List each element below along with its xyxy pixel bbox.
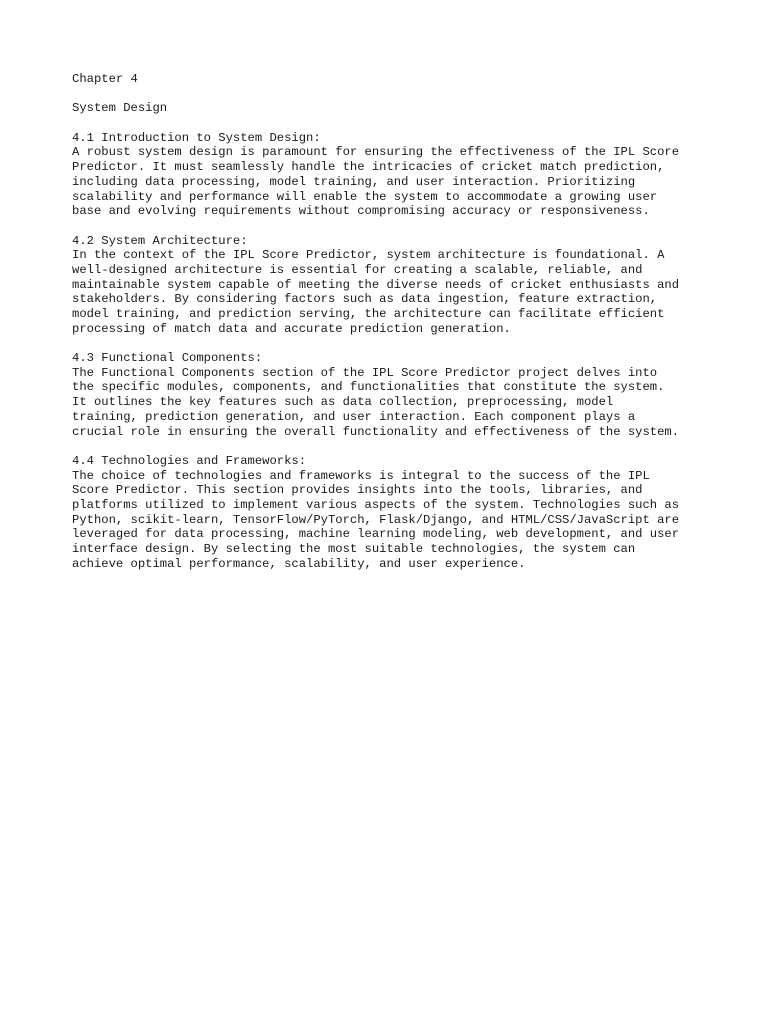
paragraph-line: It outlines the key features such as data collection, preprocessing, model <box>72 395 614 410</box>
paragraph-line: the specific modules, components, and functionalities that constitute the system. <box>72 380 665 395</box>
paragraph-line: interface design. By selecting the most suitable technologies, the system can <box>72 542 636 556</box>
paragraph-line: The Functional Components section of the IPL Score Predictor project delves into <box>72 365 658 380</box>
section-architecture <box>72 234 712 337</box>
paragraph-line: scalability and performance will enable the system to accommodate a growing user <box>72 189 658 204</box>
paragraph-line: A robust system design is paramount for ensuring the effectiveness of the IPL Score <box>72 145 680 160</box>
paragraph-line: Predictor. It must seamlessly handle the intricacies of cricket match prediction, <box>72 160 665 175</box>
paragraph-line: well-designed architecture is essential for creating a scalable, reliable, and <box>72 262 643 277</box>
paragraph-line: maintainable system capable of meeting the diverse needs of cricket enthusiasts and <box>72 277 680 292</box>
paragraph-line: achieve optimal performance, scalability, and user experience. <box>72 556 526 571</box>
spacer <box>72 116 712 131</box>
spacer <box>72 219 712 234</box>
paragraph-line: stakeholders. By considering factors such as data ingestion, feature extraction, <box>72 292 658 307</box>
paragraph-line: training, prediction generation, and user interaction. Each component plays a <box>72 409 636 424</box>
section-functional-components <box>72 351 712 439</box>
paragraph-line: Score Predictor. This section provides insights into the tools, libraries, and <box>72 483 643 498</box>
paragraph-line: leveraged for data processing, machine learning modeling, web development, and user <box>72 527 680 542</box>
paragraph-line: including data processing, model training, and user interaction. Prioritizing <box>72 174 636 189</box>
document-page <box>72 72 712 571</box>
section-heading: 4.4 Technologies and Frameworks: <box>72 453 307 468</box>
spacer <box>72 439 712 454</box>
chapter-title: System Design <box>72 101 168 116</box>
paragraph-line: The choice of technologies and frameworks is integral to the success of the IPL <box>72 468 650 483</box>
paragraph-line: Python, scikit-learn, TensorFlow/PyTorch, Flask/Django, and HTML/CSS/JavaScript are <box>72 512 680 527</box>
section-heading: 4.1 Introduction to System Design: <box>72 130 321 145</box>
spacer <box>72 87 712 102</box>
section-technologies <box>72 454 712 572</box>
section-heading: 4.2 System Architecture: <box>72 233 248 248</box>
chapter-label: Chapter 4 <box>72 72 138 86</box>
paragraph-line: base and evolving requirements without compromising accuracy or responsiveness. <box>72 204 650 219</box>
paragraph-line: In the context of the IPL Score Predictor, system architecture is foundational. A <box>72 248 665 263</box>
section-heading: 4.3 Functional Components: <box>72 351 263 366</box>
paragraph-line: platforms utilized to implement various aspects of the system. Technologies such as <box>72 497 680 512</box>
section-introduction <box>72 131 712 219</box>
spacer <box>72 336 712 351</box>
paragraph-line: processing of match data and accurate prediction generation. <box>72 321 511 336</box>
paragraph-line: model training, and prediction serving, the architecture can facilitate efficient <box>72 307 665 321</box>
paragraph-line: crucial role in ensuring the overall functionality and effectiveness of the system. <box>72 424 680 439</box>
